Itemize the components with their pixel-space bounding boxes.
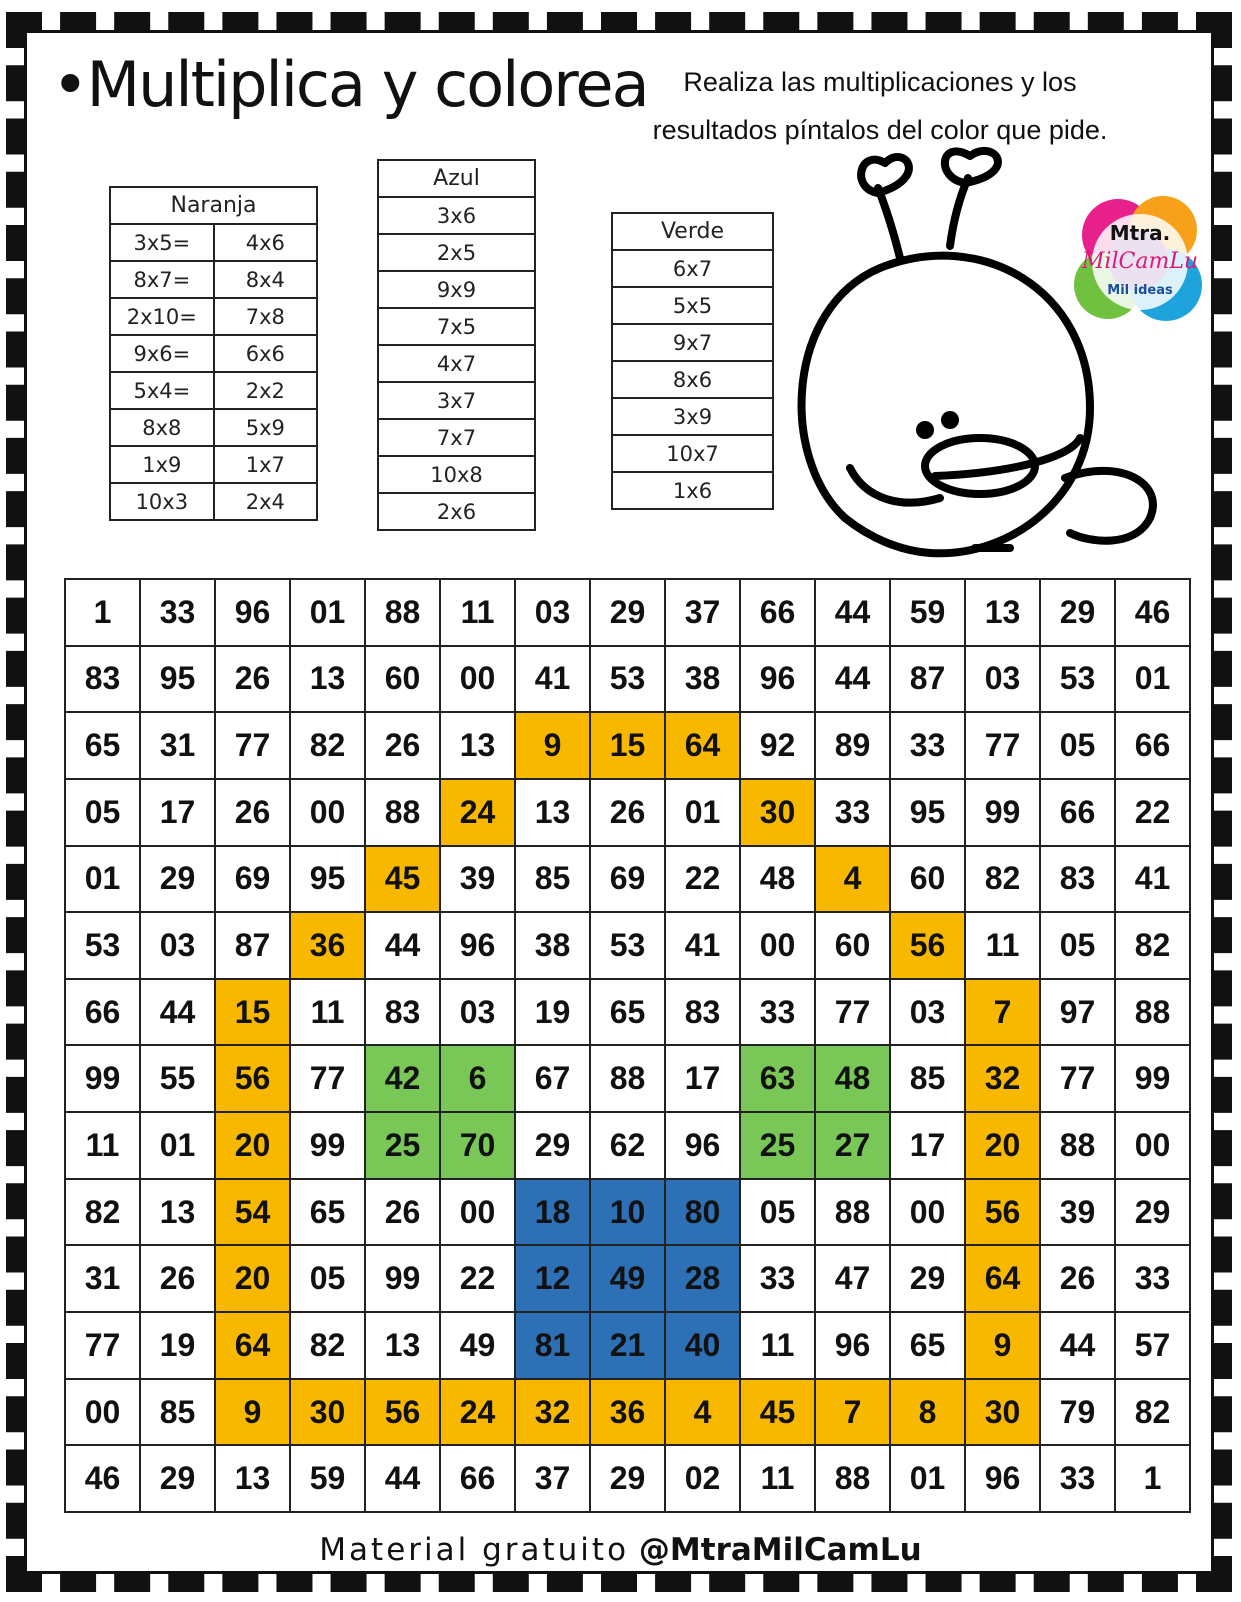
- grid-cell: 17: [140, 779, 215, 846]
- grid-cell: 13: [215, 1445, 290, 1512]
- grid-cell: 88: [815, 1179, 890, 1246]
- grid-cell: 03: [890, 979, 965, 1046]
- grid-cell: 55: [140, 1045, 215, 1112]
- orange-key-cell: 10x3: [110, 483, 214, 520]
- green-key-row: [612, 472, 773, 509]
- grid-cell: 88: [1040, 1112, 1115, 1179]
- grid-cell: 59: [290, 1445, 365, 1512]
- grid-row: [65, 1312, 1190, 1379]
- grid-row: [65, 779, 1190, 846]
- grid-cell: 56: [890, 912, 965, 979]
- green-key-table: [611, 212, 774, 510]
- blue-key-cell: 7x7: [378, 419, 535, 456]
- orange-key-row: [110, 446, 317, 483]
- blue-key-row: [378, 382, 535, 419]
- grid-cell: 19: [140, 1312, 215, 1379]
- grid-cell: 20: [965, 1112, 1040, 1179]
- grid-cell: 17: [890, 1112, 965, 1179]
- grid-cell: 48: [740, 846, 815, 913]
- grid-row: [65, 1245, 1190, 1312]
- grid-cell: 03: [515, 579, 590, 646]
- grid-cell: 11: [290, 979, 365, 1046]
- grid-cell: 44: [365, 912, 440, 979]
- grid-cell: 66: [1040, 779, 1115, 846]
- grid-cell: 60: [815, 912, 890, 979]
- grid-cell: 53: [65, 912, 140, 979]
- orange-key-row: [110, 298, 317, 335]
- orange-key-cell: 3x5=: [110, 224, 214, 261]
- grid-cell: 01: [1115, 646, 1190, 713]
- grid-cell: 95: [890, 779, 965, 846]
- grid-cell: 01: [140, 1112, 215, 1179]
- grid-cell: 11: [740, 1445, 815, 1512]
- green-key-cell: 8x6: [612, 361, 773, 398]
- grid-cell: 28: [665, 1245, 740, 1312]
- grid-cell: 53: [590, 646, 665, 713]
- grid-cell: 85: [515, 846, 590, 913]
- grid-cell: 13: [515, 779, 590, 846]
- orange-key-cell: 2x4: [214, 483, 317, 520]
- green-key-row: [612, 435, 773, 472]
- grid-cell: 7: [815, 1379, 890, 1446]
- grid-cell: 60: [365, 646, 440, 713]
- grid-cell: 38: [515, 912, 590, 979]
- grid-cell: 01: [665, 779, 740, 846]
- grid-cell: 99: [1115, 1045, 1190, 1112]
- grid-cell: 53: [1040, 646, 1115, 713]
- grid-cell: 33: [1040, 1445, 1115, 1512]
- blue-key-cell: 9x9: [378, 271, 535, 308]
- grid-cell: 77: [815, 979, 890, 1046]
- orange-key-cell: 1x7: [214, 446, 317, 483]
- grid-cell: 26: [365, 1179, 440, 1246]
- grid-cell: 11: [965, 912, 1040, 979]
- grid-cell: 88: [1115, 979, 1190, 1046]
- logo-line3: Mil ideas: [1107, 283, 1173, 298]
- grid-cell: 64: [665, 712, 740, 779]
- grid-cell: 63: [740, 1045, 815, 1112]
- blue-key-row: [378, 234, 535, 271]
- grid-cell: 49: [590, 1245, 665, 1312]
- grid-cell: 22: [440, 1245, 515, 1312]
- orange-key-table: [109, 186, 318, 521]
- grid-cell: 83: [1040, 846, 1115, 913]
- grid-cell: 30: [290, 1379, 365, 1446]
- orange-key-row: [110, 224, 317, 261]
- grid-cell: 01: [290, 579, 365, 646]
- orange-key-cell: 8x4: [214, 261, 317, 298]
- grid-cell: 29: [590, 1445, 665, 1512]
- grid-cell: 00: [65, 1379, 140, 1446]
- grid-cell: 41: [1115, 846, 1190, 913]
- grid-cell: 02: [665, 1445, 740, 1512]
- grid-cell: 05: [290, 1245, 365, 1312]
- grid-row: [65, 1045, 1190, 1112]
- grid-cell: 96: [815, 1312, 890, 1379]
- grid-cell: 99: [65, 1045, 140, 1112]
- grid-cell: 17: [665, 1045, 740, 1112]
- heart-icon-right: [945, 151, 998, 183]
- grid-cell: 10: [590, 1179, 665, 1246]
- green-key-cell: 1x6: [612, 472, 773, 509]
- grid-cell: 83: [365, 979, 440, 1046]
- grid-cell: 47: [815, 1245, 890, 1312]
- grid-cell: 00: [890, 1179, 965, 1246]
- grid-row: [65, 912, 1190, 979]
- grid-cell: 64: [215, 1312, 290, 1379]
- logo-line1: Mtra.: [1109, 221, 1171, 245]
- blue-key-cell: 2x6: [378, 493, 535, 530]
- grid-cell: 11: [65, 1112, 140, 1179]
- grid-cell: 97: [1040, 979, 1115, 1046]
- grid-cell: 36: [290, 912, 365, 979]
- grid-cell: 29: [890, 1245, 965, 1312]
- orange-key-cell: 9x6=: [110, 335, 214, 372]
- grid-cell: 27: [815, 1112, 890, 1179]
- logo-line2: MilCamLu: [1081, 249, 1199, 274]
- footer: [0, 1532, 1241, 1568]
- grid-cell: 96: [215, 579, 290, 646]
- heart-icon-left: [861, 157, 909, 193]
- grid-cell: 41: [515, 646, 590, 713]
- grid-cell: 39: [1040, 1179, 1115, 1246]
- grid-cell: 81: [515, 1312, 590, 1379]
- grid-cell: 82: [290, 712, 365, 779]
- grid-cell: 20: [215, 1245, 290, 1312]
- grid-cell: 69: [590, 846, 665, 913]
- grid-row: [65, 579, 1190, 646]
- grid-cell: 88: [590, 1045, 665, 1112]
- grid-cell: 29: [590, 579, 665, 646]
- grid-cell: 01: [65, 846, 140, 913]
- grid-cell: 31: [140, 712, 215, 779]
- grid-cell: 42: [365, 1045, 440, 1112]
- grid-cell: 99: [365, 1245, 440, 1312]
- grid-cell: 85: [890, 1045, 965, 1112]
- grid-cell: 25: [365, 1112, 440, 1179]
- grid-cell: 83: [665, 979, 740, 1046]
- grid-cell: 38: [665, 646, 740, 713]
- grid-cell: 88: [365, 779, 440, 846]
- grid-cell: 30: [740, 779, 815, 846]
- grid-cell: 4: [815, 846, 890, 913]
- orange-key-row: [110, 335, 317, 372]
- blue-key-cell: 3x7: [378, 382, 535, 419]
- grid-cell: 29: [515, 1112, 590, 1179]
- grid-cell: 92: [740, 712, 815, 779]
- grid-cell: 87: [890, 646, 965, 713]
- grid-cell: 95: [140, 646, 215, 713]
- blue-key-row: [378, 197, 535, 234]
- blue-key-row: [378, 271, 535, 308]
- grid-cell: 03: [440, 979, 515, 1046]
- orange-key-cell: 5x9: [214, 409, 317, 446]
- grid-cell: 96: [740, 646, 815, 713]
- grid-cell: 66: [740, 579, 815, 646]
- grid-cell: 67: [515, 1045, 590, 1112]
- grid-cell: 00: [290, 779, 365, 846]
- grid-row: [65, 846, 1190, 913]
- grid-row: [65, 712, 1190, 779]
- author-logo: [1068, 190, 1218, 340]
- grid-cell: 18: [515, 1179, 590, 1246]
- grid-cell: 30: [965, 1379, 1040, 1446]
- grid-cell: 7: [965, 979, 1040, 1046]
- grid-cell: 25: [740, 1112, 815, 1179]
- grid-cell: 22: [665, 846, 740, 913]
- green-key-row: [612, 250, 773, 287]
- grid-cell: 00: [440, 646, 515, 713]
- grid-cell: 11: [440, 579, 515, 646]
- grid-cell: 33: [1115, 1245, 1190, 1312]
- grid-cell: 65: [290, 1179, 365, 1246]
- grid-cell: 89: [815, 712, 890, 779]
- grid-cell: 24: [440, 1379, 515, 1446]
- grid-cell: 45: [365, 846, 440, 913]
- grid-cell: 77: [965, 712, 1040, 779]
- grid-cell: 57: [1115, 1312, 1190, 1379]
- blue-key-table: [377, 159, 536, 531]
- grid-cell: 39: [440, 846, 515, 913]
- grid-cell: 41: [665, 912, 740, 979]
- grid-cell: 26: [365, 712, 440, 779]
- grid-cell: 37: [665, 579, 740, 646]
- grid-cell: 13: [290, 646, 365, 713]
- grid-cell: 12: [515, 1245, 590, 1312]
- grid-cell: 11: [740, 1312, 815, 1379]
- grid-cell: 9: [965, 1312, 1040, 1379]
- blue-key-row: [378, 345, 535, 382]
- grid-cell: 13: [140, 1179, 215, 1246]
- grid-cell: 8: [890, 1379, 965, 1446]
- grid-cell: 33: [140, 579, 215, 646]
- blue-key-row: [378, 308, 535, 345]
- grid-cell: 03: [965, 646, 1040, 713]
- grid-row: [65, 1179, 1190, 1246]
- green-key-row: [612, 361, 773, 398]
- grid-cell: 53: [590, 912, 665, 979]
- grid-cell: 96: [965, 1445, 1040, 1512]
- grid-cell: 79: [1040, 1379, 1115, 1446]
- grid-cell: 05: [740, 1179, 815, 1246]
- grid-cell: 88: [815, 1445, 890, 1512]
- grid-cell: 26: [140, 1245, 215, 1312]
- grid-cell: 80: [665, 1179, 740, 1246]
- green-key-cell: 9x7: [612, 324, 773, 361]
- grid-cell: 82: [65, 1179, 140, 1246]
- grid-cell: 99: [965, 779, 1040, 846]
- green-key-cell: 5x5: [612, 287, 773, 324]
- footer-text: Material gratuito: [319, 1532, 630, 1568]
- grid-cell: 46: [1115, 579, 1190, 646]
- grid-cell: 56: [365, 1379, 440, 1446]
- grid-cell: 65: [890, 1312, 965, 1379]
- grid-cell: 48: [815, 1045, 890, 1112]
- green-key-row: [612, 287, 773, 324]
- orange-key-cell: 8x7=: [110, 261, 214, 298]
- grid-cell: 87: [215, 912, 290, 979]
- grid-cell: 05: [65, 779, 140, 846]
- grid-cell: 45: [740, 1379, 815, 1446]
- grid-cell: 15: [590, 712, 665, 779]
- grid-cell: 19: [515, 979, 590, 1046]
- grid-cell: 1: [1115, 1445, 1190, 1512]
- grid-cell: 37: [515, 1445, 590, 1512]
- grid-cell: 4: [665, 1379, 740, 1446]
- grid-cell: 66: [440, 1445, 515, 1512]
- grid-cell: 56: [215, 1045, 290, 1112]
- grid-cell: 95: [290, 846, 365, 913]
- grid-cell: 13: [965, 579, 1040, 646]
- orange-key-header: Naranja: [110, 187, 317, 224]
- grid-row: [65, 979, 1190, 1046]
- grid-cell: 21: [590, 1312, 665, 1379]
- grid-cell: 85: [140, 1379, 215, 1446]
- grid-cell: 01: [890, 1445, 965, 1512]
- orange-key-cell: 7x8: [214, 298, 317, 335]
- grid-cell: 33: [740, 1245, 815, 1312]
- blue-key-cell: 2x5: [378, 234, 535, 271]
- grid-cell: 82: [1115, 1379, 1190, 1446]
- orange-key-cell: 2x2: [214, 372, 317, 409]
- grid-cell: 9: [215, 1379, 290, 1446]
- green-key-row: [612, 324, 773, 361]
- grid-cell: 26: [215, 779, 290, 846]
- grid-row: [65, 1112, 1190, 1179]
- grid-cell: 22: [1115, 779, 1190, 846]
- grid-cell: 24: [440, 779, 515, 846]
- grid-cell: 26: [590, 779, 665, 846]
- orange-key-cell: 4x6: [214, 224, 317, 261]
- grid-cell: 00: [740, 912, 815, 979]
- green-key-cell: 6x7: [612, 250, 773, 287]
- grid-cell: 65: [590, 979, 665, 1046]
- grid-cell: 82: [965, 846, 1040, 913]
- grid-cell: 49: [440, 1312, 515, 1379]
- grid-cell: 31: [65, 1245, 140, 1312]
- grid-cell: 05: [1040, 912, 1115, 979]
- grid-cell: 59: [890, 579, 965, 646]
- grid-cell: 70: [440, 1112, 515, 1179]
- grid-cell: 66: [1115, 712, 1190, 779]
- blue-key-cell: 7x5: [378, 308, 535, 345]
- blue-key-row: [378, 493, 535, 530]
- grid-cell: 29: [140, 1445, 215, 1512]
- grid-cell: 29: [140, 846, 215, 913]
- orange-key-cell: 6x6: [214, 335, 317, 372]
- green-key-cell: 10x7: [612, 435, 773, 472]
- grid-cell: 40: [665, 1312, 740, 1379]
- green-key-cell: 3x9: [612, 398, 773, 435]
- grid-cell: 15: [215, 979, 290, 1046]
- grid-cell: 77: [65, 1312, 140, 1379]
- grid-cell: 54: [215, 1179, 290, 1246]
- orange-key-row: [110, 483, 317, 520]
- grid-cell: 69: [215, 846, 290, 913]
- grid-cell: 66: [65, 979, 140, 1046]
- grid-cell: 96: [665, 1112, 740, 1179]
- blue-key-cell: 4x7: [378, 345, 535, 382]
- grid-cell: 56: [965, 1179, 1040, 1246]
- grid-cell: 96: [440, 912, 515, 979]
- grid-cell: 77: [1040, 1045, 1115, 1112]
- orange-key-row: [110, 372, 317, 409]
- grid-cell: 88: [365, 579, 440, 646]
- orange-key-cell: 1x9: [110, 446, 214, 483]
- grid-cell: 44: [365, 1445, 440, 1512]
- grid-cell: 05: [1040, 712, 1115, 779]
- grid-row: [65, 1445, 1190, 1512]
- grid-cell: 99: [290, 1112, 365, 1179]
- grid-cell: 44: [815, 646, 890, 713]
- blue-key-row: [378, 419, 535, 456]
- grid-cell: 13: [440, 712, 515, 779]
- grid-cell: 00: [1115, 1112, 1190, 1179]
- grid-cell: 1: [65, 579, 140, 646]
- grid-cell: 64: [965, 1245, 1040, 1312]
- grid-cell: 29: [1040, 579, 1115, 646]
- grid-cell: 32: [965, 1045, 1040, 1112]
- orange-key-cell: 8x8: [110, 409, 214, 446]
- grid-cell: 6: [440, 1045, 515, 1112]
- grid-cell: 60: [890, 846, 965, 913]
- orange-key-cell: 5x4=: [110, 372, 214, 409]
- grid-cell: 13: [365, 1312, 440, 1379]
- grid-cell: 32: [515, 1379, 590, 1446]
- grid-cell: 9: [515, 712, 590, 779]
- green-key-header: Verde: [612, 213, 773, 250]
- grid-cell: 29: [1115, 1179, 1190, 1246]
- grid-cell: 77: [290, 1045, 365, 1112]
- page-title: •Multiplica y colorea: [52, 48, 648, 121]
- grid-cell: 46: [65, 1445, 140, 1512]
- grid-cell: 33: [815, 779, 890, 846]
- grid-cell: 26: [1040, 1245, 1115, 1312]
- grid-cell: 33: [740, 979, 815, 1046]
- grid-cell: 44: [815, 579, 890, 646]
- grid-cell: 00: [440, 1179, 515, 1246]
- blue-key-cell: 3x6: [378, 197, 535, 234]
- coloring-grid: [64, 578, 1191, 1513]
- grid-cell: 20: [215, 1112, 290, 1179]
- orange-key-row: [110, 409, 317, 446]
- grid-row: [65, 1379, 1190, 1446]
- green-key-row: [612, 398, 773, 435]
- grid-cell: 77: [215, 712, 290, 779]
- blue-key-row: [378, 456, 535, 493]
- grid-cell: 26: [215, 646, 290, 713]
- grid-cell: 65: [65, 712, 140, 779]
- grid-cell: 33: [890, 712, 965, 779]
- footer-handle: @MtraMilCamLu: [638, 1532, 922, 1568]
- instructions: Realiza las multiplicaciones y los resultados píntalos del color que pide.: [652, 67, 1108, 145]
- grid-cell: 03: [140, 912, 215, 979]
- orange-key-cell: 2x10=: [110, 298, 214, 335]
- grid-cell: 82: [290, 1312, 365, 1379]
- grid-cell: 44: [140, 979, 215, 1046]
- blue-key-cell: 10x8: [378, 456, 535, 493]
- grid-cell: 83: [65, 646, 140, 713]
- grid-cell: 36: [590, 1379, 665, 1446]
- blue-key-header: Azul: [378, 160, 535, 197]
- grid-cell: 62: [590, 1112, 665, 1179]
- grid-cell: 82: [1115, 912, 1190, 979]
- grid-row: [65, 646, 1190, 713]
- orange-key-row: [110, 261, 317, 298]
- grid-cell: 44: [1040, 1312, 1115, 1379]
